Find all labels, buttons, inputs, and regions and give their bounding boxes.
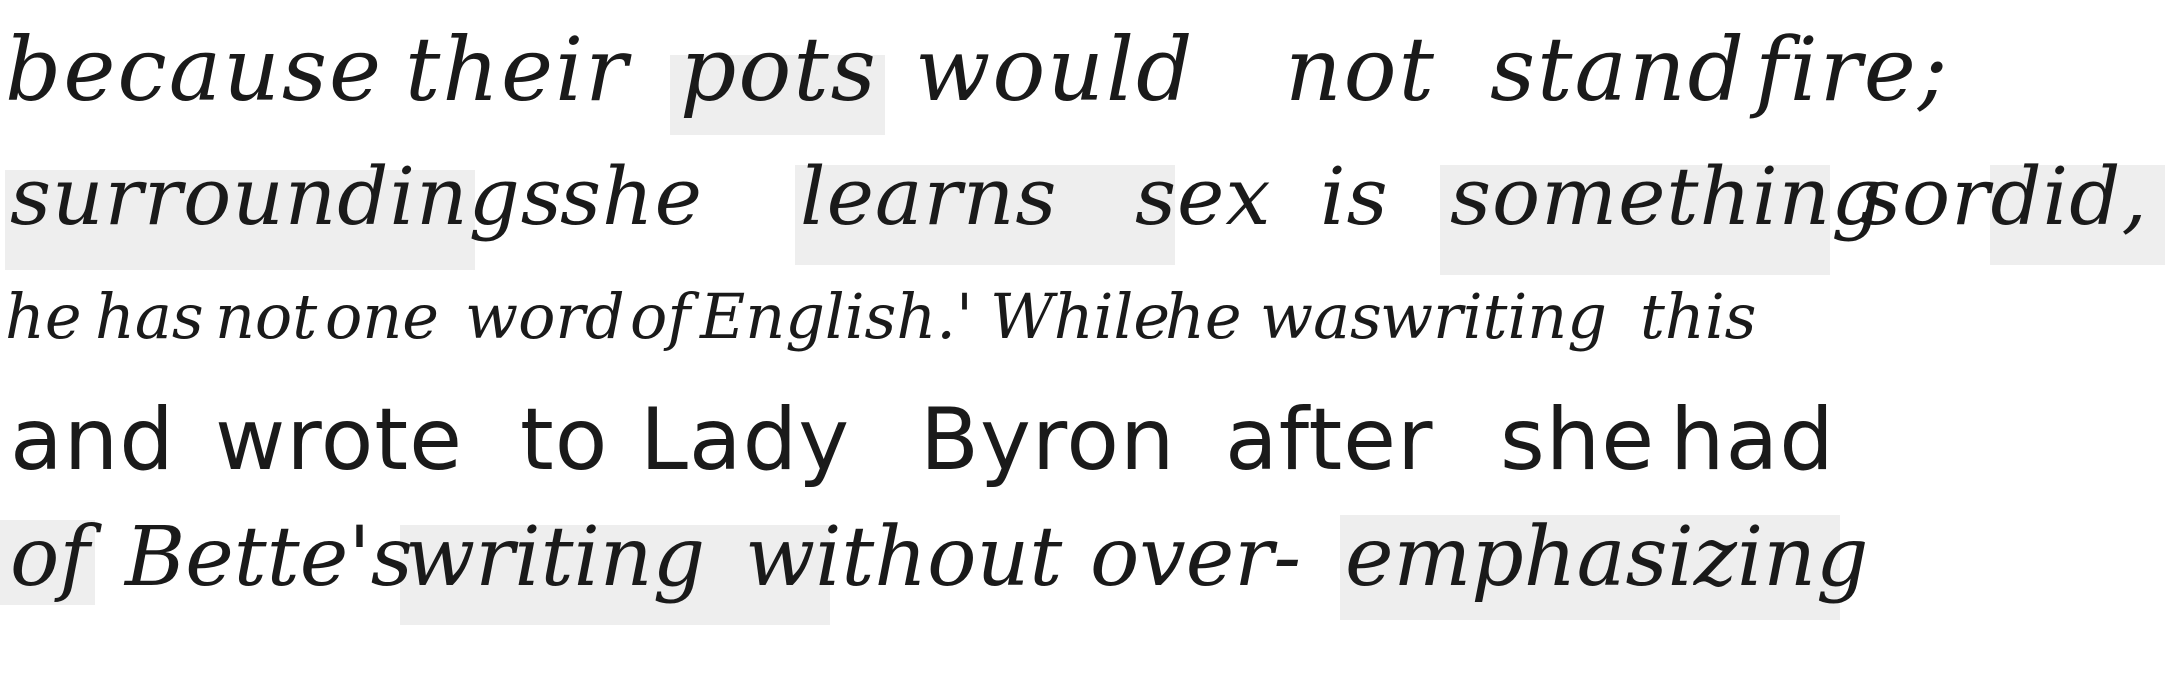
word: fire;	[1755, 18, 1950, 121]
text-line-2	[0, 150, 2165, 270]
word: without	[745, 510, 1063, 605]
text-line-4	[0, 390, 2165, 500]
word: something	[1450, 150, 1884, 243]
word: of	[630, 280, 691, 353]
word: of	[10, 510, 90, 605]
word: their	[405, 18, 630, 121]
text-line-3	[0, 280, 2165, 390]
word: was	[1260, 280, 1382, 353]
word: he	[1165, 280, 1242, 353]
word: over-	[1090, 510, 1302, 605]
word: and	[10, 390, 175, 490]
word: she	[1500, 390, 1656, 490]
word: While	[990, 280, 1171, 353]
word: he	[5, 280, 82, 353]
word: emphasizing	[1345, 510, 1869, 605]
word: had	[1670, 390, 1835, 490]
word: this	[1640, 280, 1757, 353]
word: stand	[1490, 18, 1746, 121]
word: not	[215, 280, 318, 353]
word: not	[1285, 18, 1437, 121]
word: because	[5, 18, 384, 121]
word: Bette's	[125, 510, 413, 605]
word: would	[915, 18, 1195, 121]
word: English.'	[700, 280, 974, 353]
word: Byron	[920, 390, 1176, 490]
word: to	[520, 390, 609, 490]
word: word	[465, 280, 625, 353]
word: Lady	[640, 390, 851, 490]
text-line-5	[0, 510, 2165, 630]
text-line-1	[0, 18, 2165, 128]
word: has	[95, 280, 204, 353]
word: is	[1320, 150, 1389, 243]
word: one	[325, 280, 439, 353]
word: writing	[405, 510, 706, 605]
word: sordid,	[1860, 150, 2148, 243]
word: wrote	[215, 390, 464, 490]
word: writing	[1380, 280, 1607, 353]
word: surroundings	[10, 150, 563, 243]
word: sex	[1135, 150, 1272, 243]
word: pots	[680, 18, 878, 121]
word: learns	[800, 150, 1058, 243]
word: she	[560, 150, 703, 243]
word: after	[1225, 390, 1434, 490]
